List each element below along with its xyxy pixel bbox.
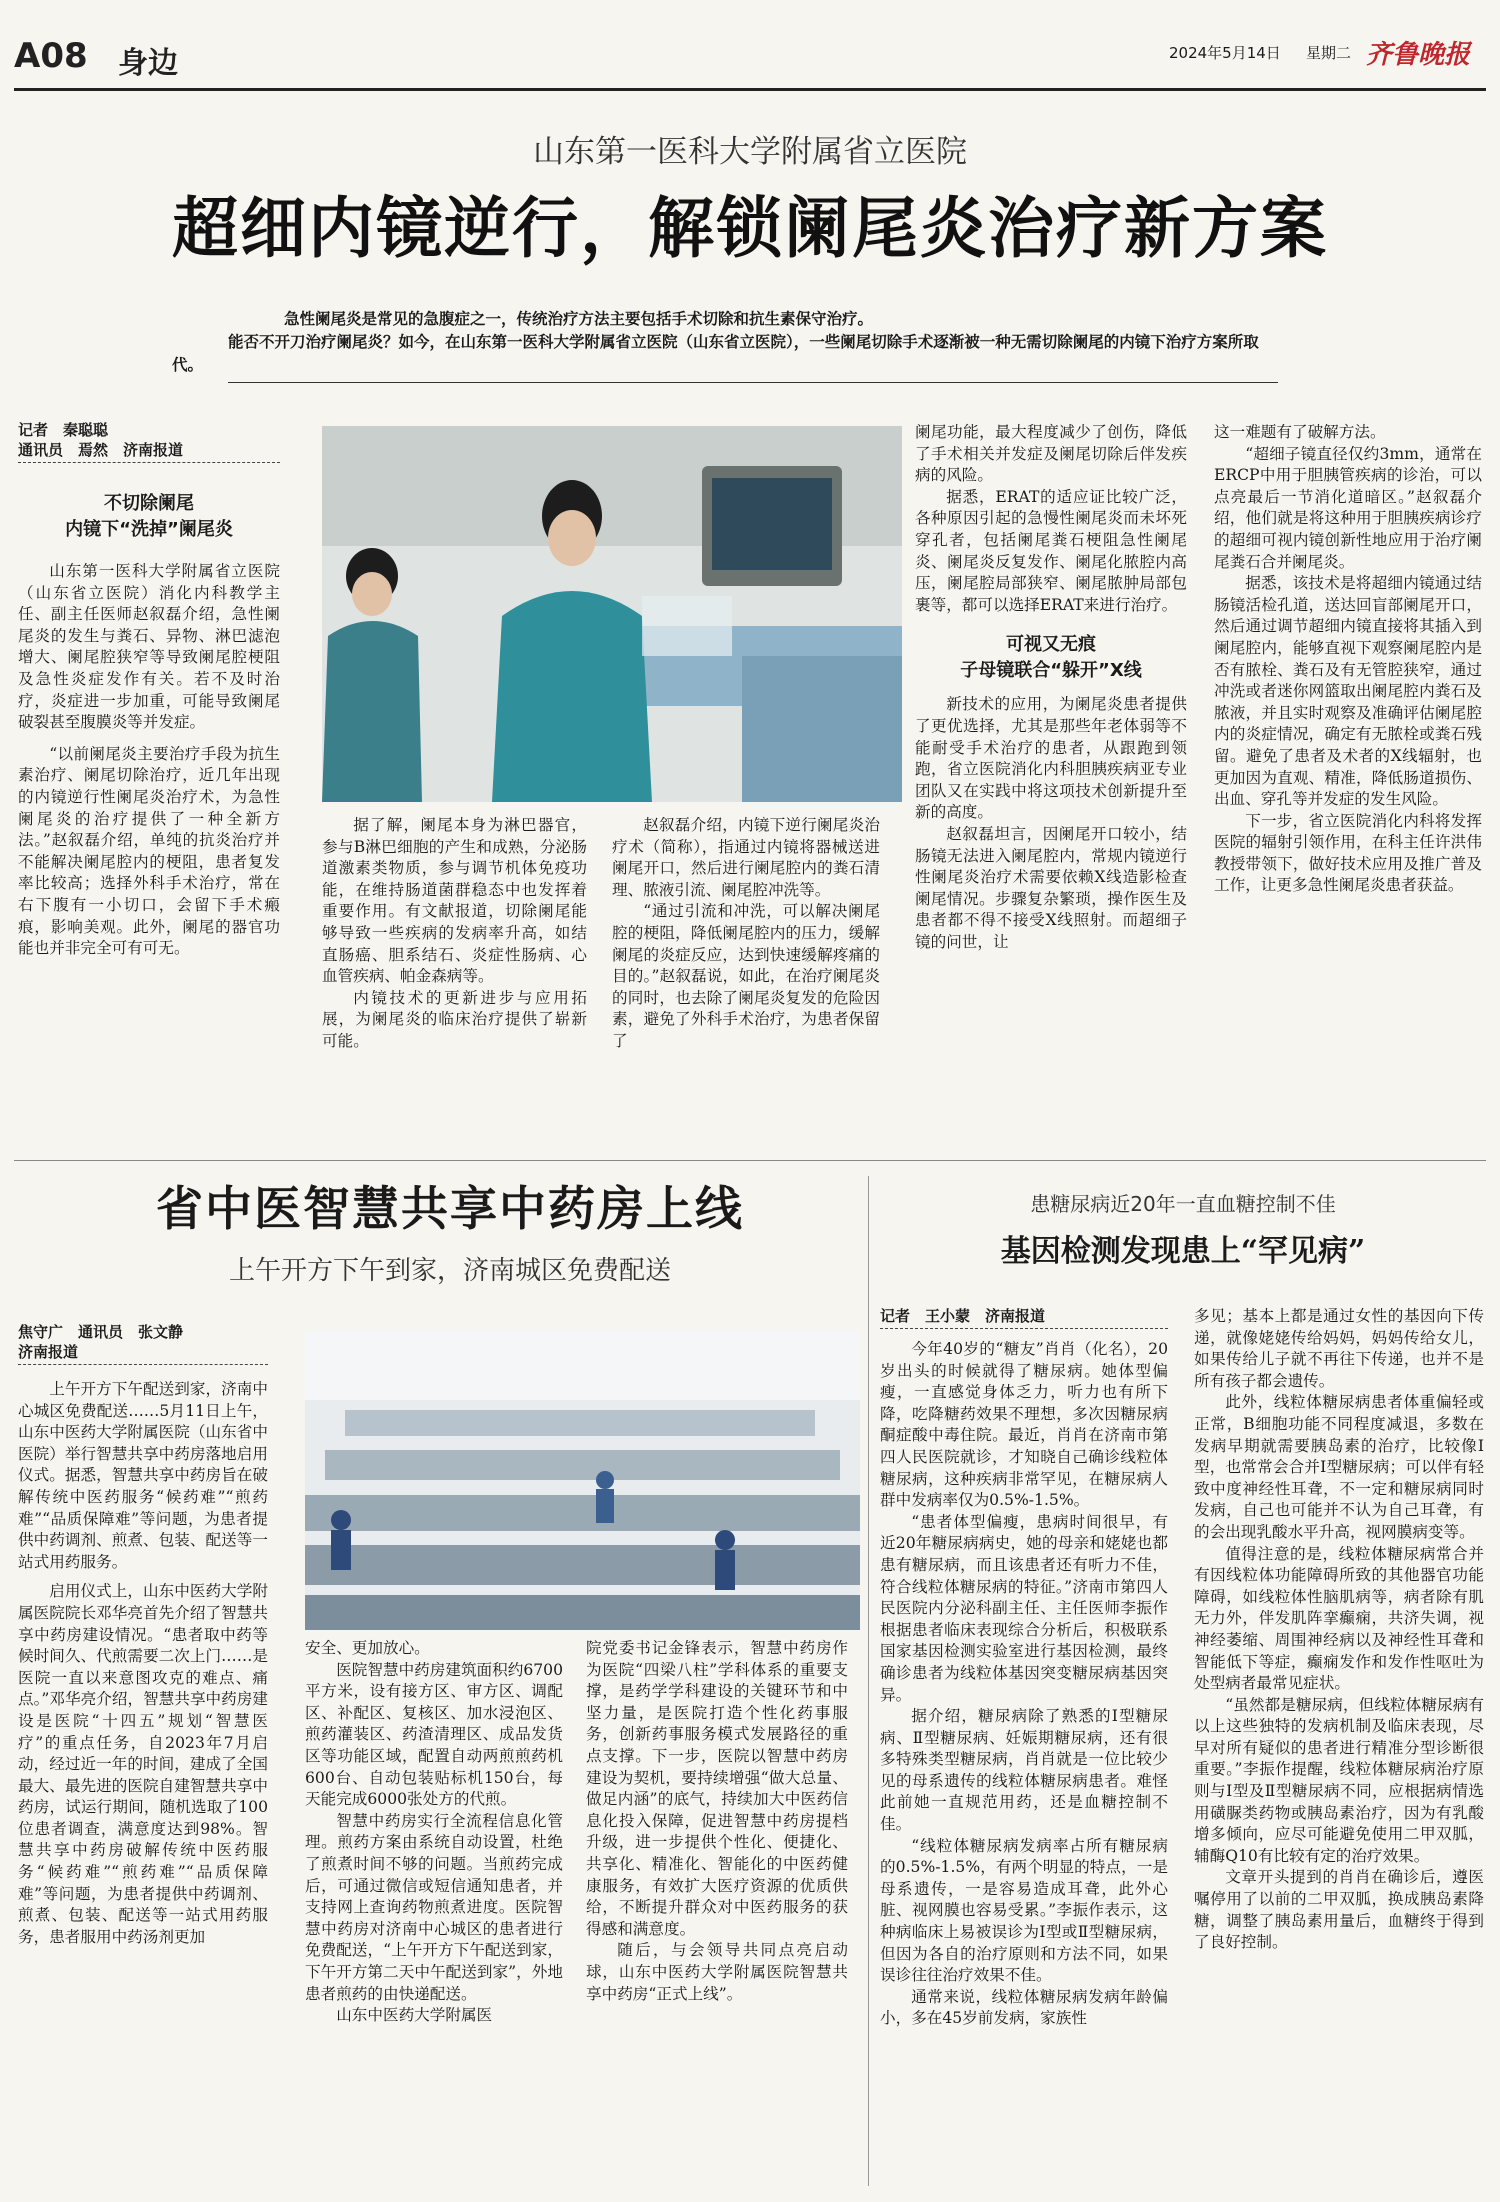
article3-kicker: 患糖尿病近20年一直血糖控制不佳 — [1030, 1192, 1336, 1216]
byline-location: 济南报道 — [18, 1343, 79, 1361]
paragraph: “通过引流和冲洗，可以解决阑尾腔的梗阻，降低阑尾腔内的压力，缓解阑尾的炎症反应，达到快速缓解疼痛的目的。”赵叙磊说，如此，在治疗阑尾炎的同时，也去除了阑尾炎复发的危险因素，避免了外科手术治疗，为患者保留了 — [612, 902, 880, 1050]
paragraph: 院党委书记金锋表示，智慧中药房作为医院“四梁八柱”学科体系的重要支撑，是药学学科建设的关键环节和中坚力量，是医院打造个性化药事服务，创新药事服务模式发展路径的重点支撑。下一步，医院以智慧中药房建设为契机，要持续增强“做大总量、做足内涵”的底气，持续加大中医药信息化投入保障，促进智慧中药房提档升级，进一步提供个性化、便捷化、共享化、精准化、智能化的中医药健康服务，有效扩大医疗资源的优质供给，不断提升群众对中医药服务的获得感和满意度。 — [586, 1639, 848, 1938]
lead-para-1: 急性阑尾炎是常见的急腹症之一，传统治疗方法主要包括手术切除和抗生素保守治疗。 — [284, 310, 874, 328]
paragraph: 据悉，ERAT的适应证比较广泛，各种原因引起的急慢性阑尾炎而未坏死穿孔者，包括阑尾粪石梗阻急性阑尾炎、阑尾炎反复发作、阑尾化脓腔内高压，阑尾腔局部狭窄、阑尾脓肿局部包裹等，都可以选择ERAT来进行治疗。 — [915, 487, 1187, 614]
article3-title: 基因检测发现患上“罕见病” — [1000, 1234, 1366, 1269]
paragraph: 通常来说，线粒体糖尿病发病年龄偏小，多在45岁前发病，家族性 — [880, 1987, 1168, 2028]
article2-col3 — [586, 1638, 848, 2005]
endoscopy-photo-illustration — [322, 426, 902, 802]
subhead-2-line1: 可视又无痕 — [1006, 634, 1096, 656]
byline-correspondent: 通讯员 焉然 济南报道 — [18, 441, 184, 459]
paragraph: 山东中医药大学附属医 — [336, 2006, 493, 2025]
paragraph: 智慧中药房实行全流程信息化管理。煎药方案由系统自动设置，杜绝了煎煮时间不够的问题。当煎药完成后，可通过微信或短信通知患者，并支持网上查询药物煎煮进度。医院智慧中药房对济南中心城区的患者进行免费配送，“上午开方下午配送到家，下午开方第二天中午配送到家”，外地患者煎药的由快递配送。 — [305, 1811, 563, 2003]
paragraph: “线粒体糖尿病发病率占所有糖尿病的0.5%-1.5%，有两个明显的特点，一是母系遗传，一是容易造成耳聋，此外心脏、视网膜也容易受累。”李振作表示，这种病临床上易被误诊为Ⅰ型或Ⅱ型糖尿病，但因为各自的治疗原则和方法不同，如果误诊往往治疗效果不佳。 — [880, 1836, 1168, 1985]
paragraph: 下一步，省立医院消化内科将发挥医院的辐射引领作用，在科主任许洪伟教授带领下，做好技术应用及推广普及工作，让更多急性阑尾炎患者获益。 — [1214, 811, 1482, 895]
lead-para-2: 能否不开刀治疗阑尾炎？如今，在山东第一医科大学附属省立医院（山东省立医院），一些阑尾切除手术逐渐被一种无需切除阑尾的内镜下治疗方案所取代。 — [172, 333, 1259, 374]
paragraph: 此外，线粒体糖尿病患者体重偏轻或正常，B细胞功能不同程度减退，多数在发病早期就需要胰岛素的治疗，比较像Ⅰ型，也常常会合并Ⅰ型糖尿病；可以伴有轻致中度神经性耳聋，不一定和糖尿病同时发病，自己也可能并不认为自己耳聋，有的会出现乳酸水平升高，视网膜病变等。 — [1194, 1393, 1484, 1541]
page-header — [14, 28, 1486, 88]
paragraph: 随后，与会领导共同点亮启动球，山东中医药大学附属医院智慧共享中药房“正式上线”。 — [586, 1941, 848, 2003]
issue-weekday: 星期二 — [1306, 44, 1352, 62]
article2-col2 — [305, 1638, 563, 2027]
subhead-2 — [915, 632, 1187, 684]
pharmacy-photo-illustration — [305, 1330, 860, 1630]
article1-title: 超细内镜逆行，解锁阑尾炎治疗新方案 — [172, 189, 1328, 267]
paragraph: 据了解，阑尾本身为淋巴器官，参与B淋巴细胞的产生和成熟，分泌肠道激素类物质，参与调节机体免疫功能，在维持肠道菌群稳态中也发挥着重要作用。有文献报道，切除阑尾能够导致一些疾病的发病率升高，如结直肠癌、胆系结石、炎症性肠病、心血管疾病、帕金森病等。 — [322, 816, 587, 986]
paragraph: 安全、更加放心。 — [305, 1639, 430, 1657]
lead-rule — [228, 382, 1278, 383]
issue-date: 2024年5月14日 — [1169, 44, 1281, 62]
article1-col3 — [612, 815, 880, 1053]
column-divider — [868, 1176, 869, 2186]
paragraph: 医院智慧中药房建筑面积约6700平方米，设有接方区、审方区、调配区、补配区、复核区、加水浸泡区、煎药灌装区、药渣清理区、成品发货区等功能区域，配置自动两煎煎药机600台、自动包装贴标机150台，每天能完成6000张处方的代煎。 — [305, 1660, 563, 1809]
subhead-1-line1: 不切除阑尾 — [104, 493, 194, 514]
paragraph: 山东第一医科大学附属省立医院（山东省立医院）消化内科教学主任、副主任医师赵叙磊介绍，急性阑尾炎的发生与粪石、异物、淋巴滤泡增大、阑尾腔狭窄等导致阑尾腔梗阻及急性炎症发作有关。若不及时治疗，炎症进一步加重，可能导致阑尾破裂甚至腹膜炎等并发症。 — [18, 562, 280, 732]
paragraph: 文章开头提到的肖肖在确诊后，遵医嘱停用了以前的二甲双胍，换成胰岛素降糖，调整了胰岛素用量后，血糖终于得到了良好控制。 — [1194, 1868, 1484, 1952]
paragraph: 上午开方下午配送到家，济南中心城区免费配送……5月11日上午，山东中医药大学附属医院（山东省中医院）举行智慧共享中药房落地启用仪式。据悉，智慧共享中药房旨在破解传统中医药服务“候药难”“煎药难”“品质保障难”等问题，为患者提供中药调剂、煎煮、包装、配送等一站式用药服务。 — [18, 1380, 268, 1571]
paragraph: “患者体型偏瘦，患病时间很早，有近20年糖尿病病史，她的母亲和姥姥也都患有糖尿病，而且该患者还有听力不佳，符合线粒体糖尿病的特征。”济南市第四人民医院内分泌科副主任、主任医师李振作根据患者临床表现综合分析后，积极联系国家基因检测实验室进行基因检测，最终确诊患者为线粒体基因突变糖尿病基因突异。 — [880, 1512, 1168, 1704]
subhead-1-line2: 内镜下“洗掉”阑尾炎 — [65, 519, 233, 540]
byline-reporter: 焦守广 通讯员 张文静 — [18, 1323, 184, 1341]
article1-kicker: 山东第一医科大学附属省立医院 — [533, 134, 967, 170]
article3-col2 — [1194, 1306, 1484, 1954]
paragraph: “以前阑尾炎主要治疗手段为抗生素治疗、阑尾切除治疗，近几年出现的内镜逆行性阑尾炎治疗术，为急性阑尾炎的治疗提供了一种全新方法。”赵叙磊介绍，单纯的抗炎治疗并不能解决阑尾腔内的梗阻，患者复发率比较高；选择外科手术治疗，常在右下腹有一小切口，会留下手术瘢痕，影响美观。此外，阑尾的器官功能也并非完全可有可无。 — [18, 744, 280, 958]
paragraph: 启用仪式上，山东中医药大学附属医院院长邓华亮首先介绍了智慧共享中药房建设情况。“患者取中药等候时间久、代煎需要二次上门……是医院一直以来意图攻克的难点、痛点。”邓华亮介绍，智慧共享中药房建设是医院“十四五”规划“智慧医疗”的重点任务，自2023年7月启动，经过近一年的时间，建成了全国最大、最先进的医院自建智慧共享中药房，试运行期间，随机选取了100位患者调查，满意度达到98%。智慧共享中药房破解传统中医药服务“候药难”“煎药难”“品质保障难”等问题，为患者提供中药调剂、煎煮、包装、配送等一站式用药服务，患者服用中药汤剂更加 — [18, 1582, 268, 1946]
article3-col1 — [880, 1306, 1168, 2030]
pharmacy-photo — [305, 1330, 860, 1630]
endoscopy-photo — [322, 426, 902, 802]
article2-byline — [18, 1322, 268, 1365]
article1-col1 — [18, 420, 280, 960]
article1-lead — [172, 308, 1278, 377]
paragraph: 这一难题有了破解方法。 — [1214, 423, 1386, 441]
paragraph: 赵叙磊坦言，因阑尾开口较小，结肠镜无法进入阑尾腔内，常规内镜逆行性阑尾炎治疗术需要依赖X线造影检查阑尾情况。步骤复杂繁琐，操作医生及患者都不得不接受X线照射。而超细子镜的问世，让 — [915, 824, 1187, 951]
paragraph: 值得注意的是，线粒体糖尿病常合并有因线粒体功能障碍所致的其他器官功能障碍，如线粒体性脑肌病等，病者除有肌无力外，伴发肌阵挛癫痫，共济失调，视神经萎缩、周围神经病以及神经性耳聋和智能低下等症，癫痫发作和发作性呕吐为处型病者最常见症状。 — [1194, 1544, 1484, 1693]
article3-byline: 记者 王小蒙 济南报道 — [880, 1306, 1168, 1329]
paragraph: 今年40岁的“糖友”肖肖（化名），20岁出头的时候就得了糖尿病。她体型偏瘦，一直感觉身体乏力，听力也有所下降，吃降糖药效果不理想，多次因糖尿病酮症酸中毒住院。最近，肖肖在济南市第四人民医院就诊，才知晓自己确诊线粒体糖尿病，这种疾病非常罕见，在糖尿病人群中发病率仅为0.5%-1.5%。 — [880, 1340, 1168, 1510]
paragraph: 新技术的应用，为阑尾炎患者提供了更优选择，尤其是那些年老体弱等不能耐受手术治疗的患者，从跟跑到领跑，省立医院消化内科胆胰疾病亚专业团队又在实践中将这项技术创新提升至新的高度。 — [915, 695, 1187, 822]
paragraph: 据悉，该技术是将超细内镜通过结肠镜活检孔道，送达回盲部阑尾开口，然后通过调节超细内镜直接将其插入到阑尾腔内，能够直视下观察阑尾腔内是否有脓栓、粪石及有无管腔狭窄，通过冲洗或者迷你网篮取出阑尾腔内粪石及脓液，并且实时观察及准确评估阑尾腔内的炎症情况，确定有无脓栓或粪石残留。避免了患者及术者的X线辐射，也更加因为直观、精准，降低肠道损伤、出血、穿孔等并发症的发生风险。 — [1214, 574, 1482, 809]
paragraph: 内镜技术的更新进步与应用拓展，为阑尾炎的临床治疗提供了崭新可能。 — [322, 988, 587, 1050]
paragraph: 据介绍，糖尿病除了熟悉的Ⅰ型糖尿病、Ⅱ型糖尿病、妊娠期糖尿病，还有很多特殊类型糖尿病，肖肖就是一位比较少见的母系遗传的线粒体糖尿病患者。难怪此前她一直规范用药，还是血糖控制不佳。 — [880, 1707, 1168, 1834]
article1-byline — [18, 420, 280, 463]
article1-col5 — [1214, 422, 1482, 897]
byline-reporter: 记者 秦聪聪 — [18, 421, 109, 439]
section-divider — [14, 1160, 1486, 1161]
section-name: 身边 — [118, 46, 178, 81]
article2-col1 — [18, 1322, 268, 1948]
masthead-logo: 齐鲁晚报 — [1366, 40, 1471, 70]
article2-subtitle: 上午开方下午到家，济南城区免费配送 — [228, 1256, 671, 1286]
header-rule — [14, 88, 1486, 91]
paragraph: 赵叙磊介绍，内镜下逆行阑尾炎治疗术（简称），指通过内镜将器械送进阑尾开口，然后进行阑尾腔内的粪石清理、脓液引流、阑尾腔冲洗等。 — [612, 816, 880, 899]
paragraph: “虽然都是糖尿病，但线粒体糖尿病有以上这些独特的发病机制及临床表现，尽早对所有疑似的患者进行精准分型诊断很重要。”李振作提醒，线粒体糖尿病治疗原则与Ⅰ型及Ⅱ型糖尿病不同，应根据病情选用磺脲类药物或胰岛素治疗，因为有乳酸增多倾向，应尽可能避免使用二甲双胍，辅酶Q10有比较有定的治疗效果。 — [1194, 1695, 1484, 1865]
article1-col4 — [915, 422, 1187, 953]
article2-title: 省中医智慧共享中药房上线 — [156, 1182, 744, 1237]
article1-col2 — [322, 815, 587, 1053]
page-number: A08 — [14, 36, 88, 76]
paragraph: 阑尾功能，最大程度减少了创伤，降低了手术相关并发症及阑尾切除后伴发疾病的风险。 — [915, 423, 1187, 485]
paragraph: 多见；基本上都是通过女性的基因向下传递，就像姥姥传给妈妈，妈妈传给女儿，如果传给儿子就不再往下传递，也并不是所有孩子都会遗传。 — [1194, 1307, 1484, 1390]
paragraph: “超细子镜直径仅约3mm，通常在ERCP中用于胆胰管疾病的诊治，可以点亮最后一节消化道暗区。”赵叙磊介绍，他们就是将这种用于胆胰疾病诊疗的超细可视内镜创新性地应用于治疗阑尾粪石合并阑尾炎。 — [1214, 444, 1482, 571]
subhead-2-line2: 子母镜联合“躲开”X线 — [960, 660, 1142, 682]
subhead-1 — [18, 491, 280, 543]
